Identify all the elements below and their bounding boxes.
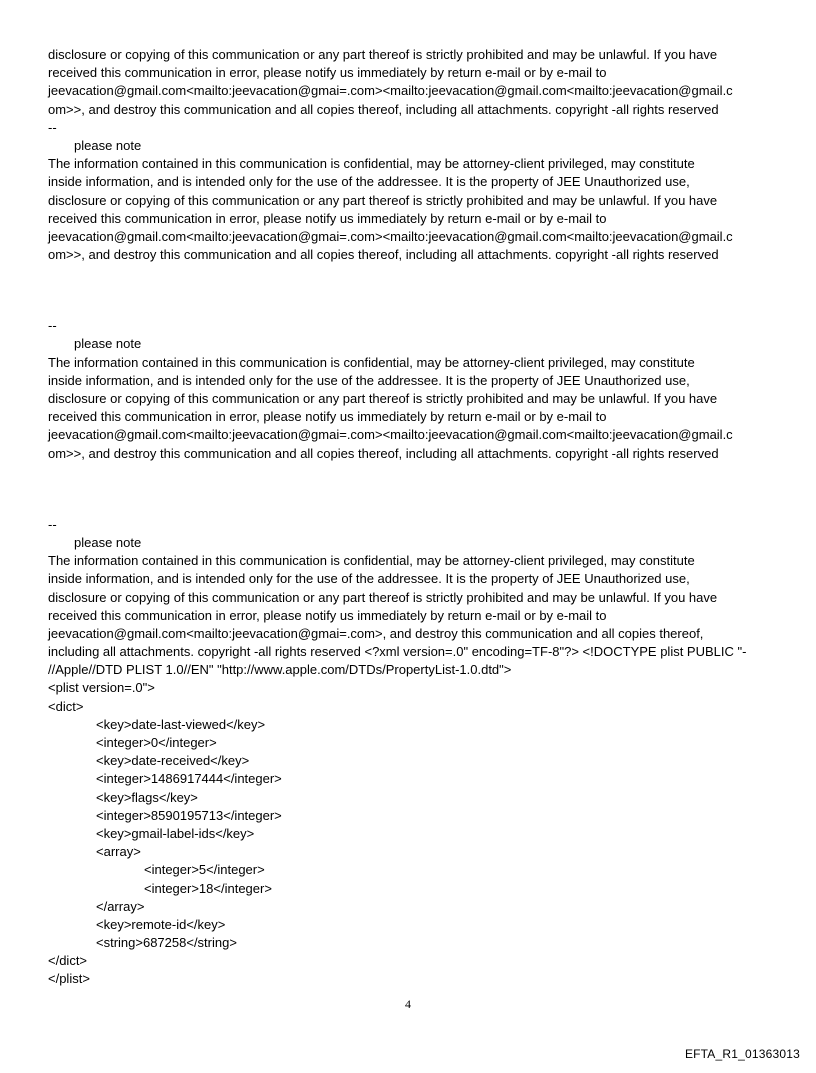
document-body: [48, 46, 778, 989]
text-line: inside information, and is intended only for the use of the addressee. It is the property of JEE Unauthorized use,: [48, 174, 690, 190]
plist-key: <key>flags</key>: [96, 789, 198, 805]
separator: --: [48, 318, 57, 334]
text-line: om>>, and destroy this communication and all copies thereof, including all attachments. copyright -all rights reserved: [48, 101, 719, 117]
text-line: The information contained in this communication is confidential, may be attorney-client privileged, may constitute: [48, 354, 695, 370]
plist-value: <integer>18</integer>: [144, 880, 272, 896]
plist-key: <key>date-last-viewed</key>: [96, 716, 266, 732]
text-line: received this communication in error, please notify us immediately by return e-mail or by e-mail to: [48, 409, 607, 425]
please-note-heading: please note: [74, 534, 142, 550]
text-line: inside information, and is intended only for the use of the addressee. It is the property of JEE Unauthorized use,: [48, 372, 690, 388]
please-note-heading: please note: [74, 137, 142, 153]
page-number: 4: [405, 997, 411, 1011]
text-line: The information contained in this communication is confidential, may be attorney-client privileged, may constitute: [48, 156, 695, 172]
text-line: om>>, and destroy this communication and all copies thereof, including all attachments. copyright -all rights reserved: [48, 445, 719, 461]
dict-open: <dict>: [48, 698, 84, 714]
spacer: [48, 463, 778, 516]
plist-key: <key>gmail-label-ids</key>: [96, 825, 255, 841]
plist-value: <string>687258</string>: [96, 935, 237, 951]
text-line: received this communication in error, please notify us immediately by return e-mail or by e-mail to: [48, 65, 607, 81]
dict-close: </dict>: [48, 953, 88, 969]
plist-open: <plist version=.0">: [48, 680, 155, 696]
plist-value: <integer>8590195713</integer>: [96, 807, 282, 823]
text-line: jeevacation@gmail.com<mailto:jeevacation@gmai=.com>, and destroy this communication and all copies thereof,: [48, 625, 704, 641]
text-line: jeevacation@gmail.com<mailto:jeevacation@gmai=.com><mailto:jeevacation@gmail.com<mailto:jeevacation@gmail.c: [48, 427, 733, 443]
plist-key: <key>date-received</key>: [96, 753, 250, 769]
spacer: [48, 264, 778, 317]
text-line: disclosure or copying of this communication or any part thereof is strictly prohibited and may be unlawful. If you have: [48, 391, 718, 406]
array-open: <array>: [96, 844, 141, 860]
separator: --: [48, 119, 57, 135]
plist-key: <key>remote-id</key>: [96, 916, 226, 932]
plist-value: <integer>5</integer>: [144, 862, 265, 878]
plist-value: <integer>1486917444</integer>: [96, 771, 282, 787]
text-line: disclosure or copying of this communication or any part thereof is strictly prohibited and may be unlawful. If you have: [48, 47, 718, 62]
text-line: //Apple//DTD PLIST 1.0//EN" "http://www.apple.com/DTDs/PropertyList-1.0.dtd">: [48, 662, 512, 678]
document-id: EFTA_R1_01363013: [684, 1047, 800, 1061]
plist-value: <integer>0</integer>: [96, 735, 217, 750]
text-line: om>>, and destroy this communication and all copies thereof, including all attachments. copyright -all rights reserved: [48, 247, 719, 263]
text-line: The information contained in this communication is confidential, may be attorney-client privileged, may constitute: [48, 553, 695, 569]
text-line: including all attachments. copyright -all rights reserved <?xml version=.0" encoding=TF-8"?> <!DOCTYPE plist PUBLIC "-: [48, 644, 747, 660]
array-close: </array>: [96, 898, 145, 914]
text-line: jeevacation@gmail.com<mailto:jeevacation@gmai=.com><mailto:jeevacation@gmail.com<mailto:jeevacation@gmail.c: [48, 228, 733, 244]
please-note-heading: please note: [74, 336, 142, 352]
separator: --: [48, 516, 57, 532]
text-line: received this communication in error, please notify us immediately by return e-mail or by e-mail to: [48, 607, 607, 623]
text-line: inside information, and is intended only for the use of the addressee. It is the property of JEE Unauthorized use,: [48, 571, 690, 587]
text-line: disclosure or copying of this communication or any part thereof is strictly prohibited and may be unlawful. If you have: [48, 192, 718, 208]
text-line: disclosure or copying of this communication or any part thereof is strictly prohibited and may be unlawful. If you have: [48, 589, 718, 605]
text-line: jeevacation@gmail.com<mailto:jeevacation@gmai=.com><mailto:jeevacation@gmail.com<mailto:jeevacation@gmail.c: [48, 83, 733, 99]
plist-close: </plist>: [48, 971, 90, 987]
text-line: received this communication in error, please notify us immediately by return e-mail or by e-mail to: [48, 210, 607, 226]
